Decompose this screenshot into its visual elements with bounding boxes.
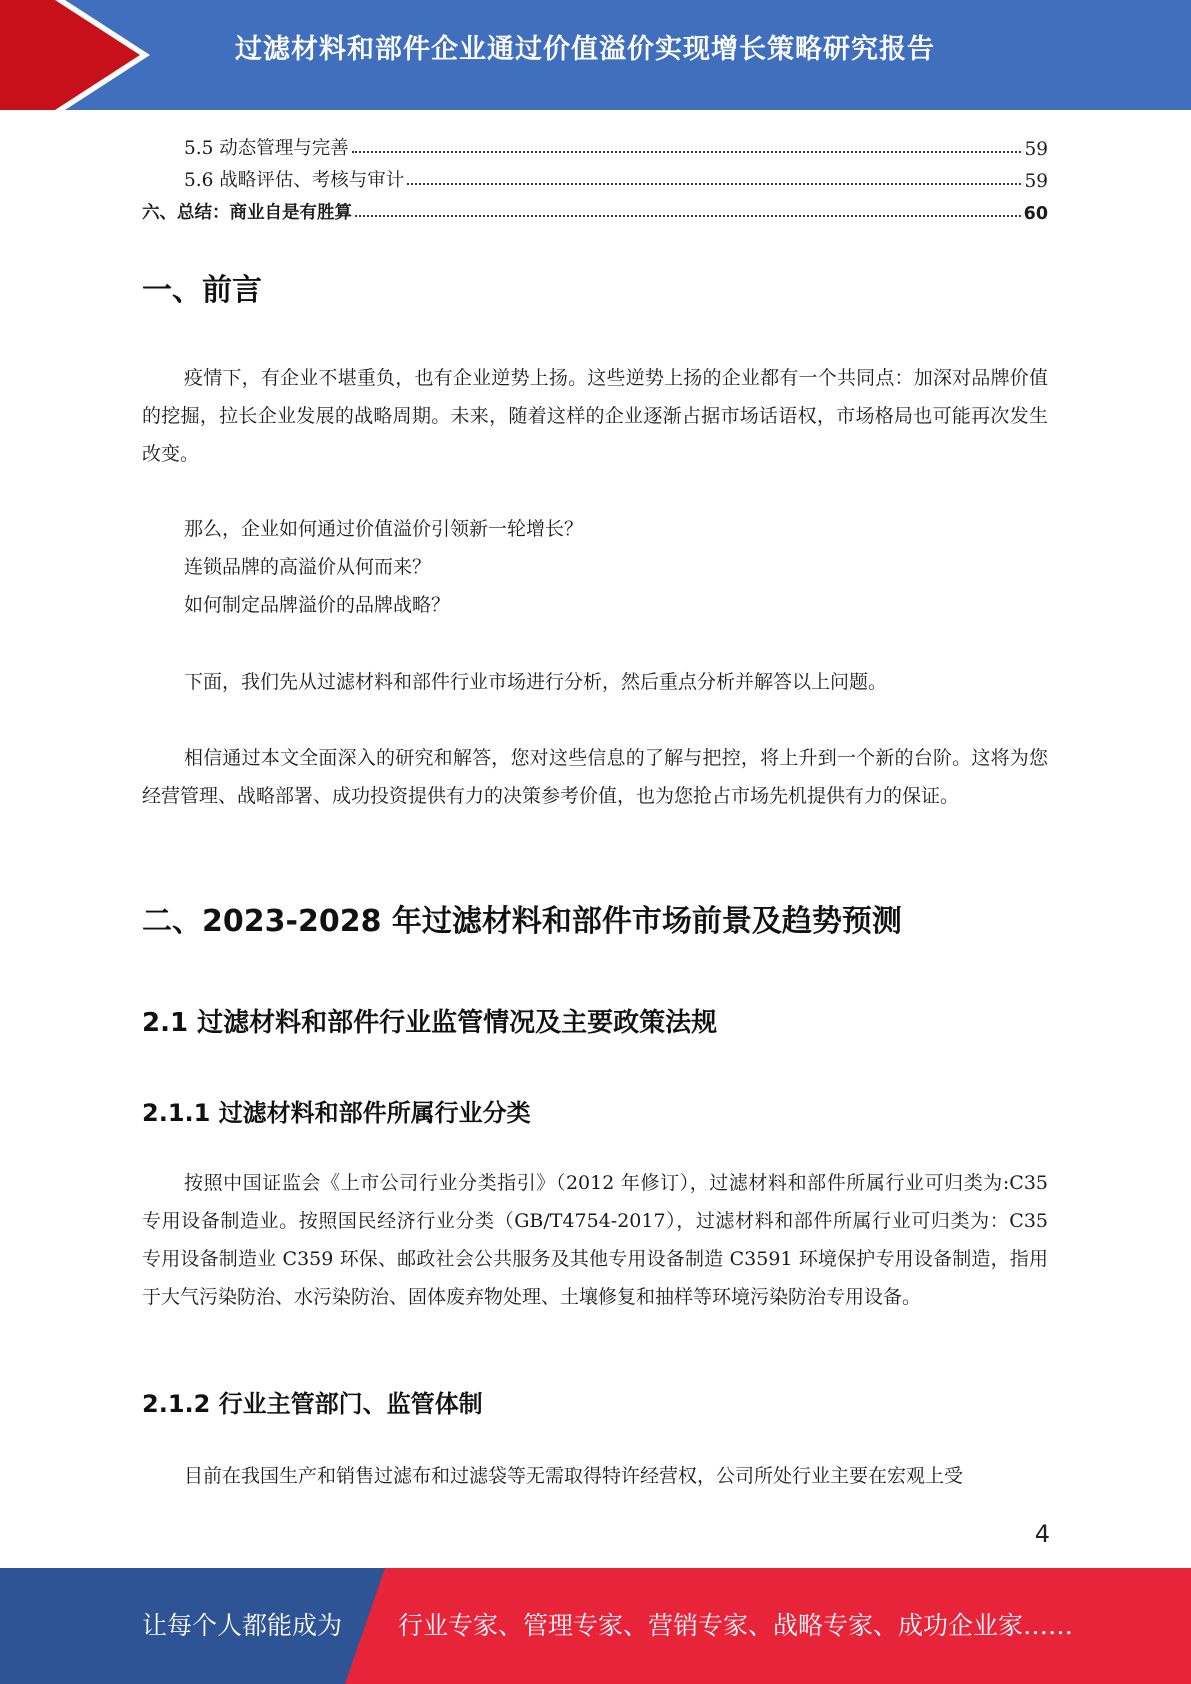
toc-entry-label: 5.6 战略评估、考核与审计 xyxy=(184,170,405,191)
preface-question: 那么，企业如何通过价值溢价引领新一轮增长？ xyxy=(184,518,584,540)
toc-entry[interactable] xyxy=(142,128,1048,160)
toc-leader-dots xyxy=(407,183,1021,185)
toc-entry-label: 六、总结：商业自是有胜算 xyxy=(142,203,352,223)
toc-leader-dots xyxy=(355,215,1021,217)
subsubsection-heading: 2.1.2 行业主管部门、监管体制 xyxy=(142,1390,483,1418)
toc-entry-label: 5.5 动态管理与完善 xyxy=(184,138,349,159)
toc-entry-page: 60 xyxy=(1023,204,1048,224)
body-paragraph: 按照中国证监会《上市公司行业分类指引》（2012 年修订），过滤材料和部件所属行业可归类为:C35 专用设备制造业。按照国民经济行业分类（GB/T4754-2017），过滤材料和部件所属行业可归类为：C35 专用设备制造业 C359 环保、邮政社会公共服务及其他专用设备制造 C3591 环境保护专用设备制造，指用于大气污染防治、水污染防治、固体废弃物处理、土壤修复和抽样等环境污染防治专用设备。 xyxy=(142,1172,1048,1308)
footer-slogan-roles: 行业专家、管理专家、营销专家、战略专家、成功企业家…… xyxy=(398,1611,1074,1640)
preface-question: 连锁品牌的高溢价从何而来？ xyxy=(184,556,432,578)
report-title: 过滤材料和部件企业通过价值溢价实现增长策略研究报告 xyxy=(235,34,935,65)
toc-entry-page: 59 xyxy=(1024,139,1048,160)
section-heading-preface: 一、前言 xyxy=(142,273,262,308)
preface-paragraph: 下面，我们先从过滤材料和部件行业市场进行分析，然后重点分析并解答以上问题。 xyxy=(184,671,888,693)
toc-leader-dots xyxy=(352,151,1022,153)
subsubsection-heading: 2.1.1 过滤材料和部件所属行业分类 xyxy=(142,1099,531,1127)
toc-entry[interactable] xyxy=(142,192,1048,224)
toc-entry[interactable] xyxy=(142,160,1048,192)
page-footer xyxy=(0,1568,1191,1684)
body-paragraph: 目前在我国生产和销售过滤布和过滤袋等无需取得特许经营权，公司所处行业主要在宏观上受 xyxy=(184,1465,964,1487)
preface-paragraph: 疫情下，有企业不堪重负，也有企业逆势上扬。这些逆势上扬的企业都有一个共同点：加深对品牌价值的挖掘，拉长企业发展的战略周期。未来，随着这样的企业逐渐占据市场话语权，市场格局也可能再次发生改变。 xyxy=(142,367,1048,465)
toc-entry-page: 59 xyxy=(1024,171,1048,192)
page-number: 4 xyxy=(1034,1520,1050,1548)
preface-question: 如何制定品牌溢价的品牌战略？ xyxy=(184,594,451,616)
footer-slogan: 让每个人都能成为 xyxy=(142,1611,343,1640)
table-of-contents xyxy=(142,128,1048,224)
section-heading-market-outlook: 二、2023-2028 年过滤材料和部件市场前景及趋势预测 xyxy=(142,904,902,939)
subsection-heading: 2.1 过滤材料和部件行业监管情况及主要政策法规 xyxy=(142,1008,718,1038)
page-header xyxy=(0,0,1191,110)
preface-paragraph: 相信通过本文全面深入的研究和解答，您对这些信息的了解与把控，将上升到一个新的台阶。这将为您经营管理、战略部署、成功投资提供有力的决策参考价值，也为您抢占市场先机提供有力的保证。 xyxy=(142,747,1048,807)
